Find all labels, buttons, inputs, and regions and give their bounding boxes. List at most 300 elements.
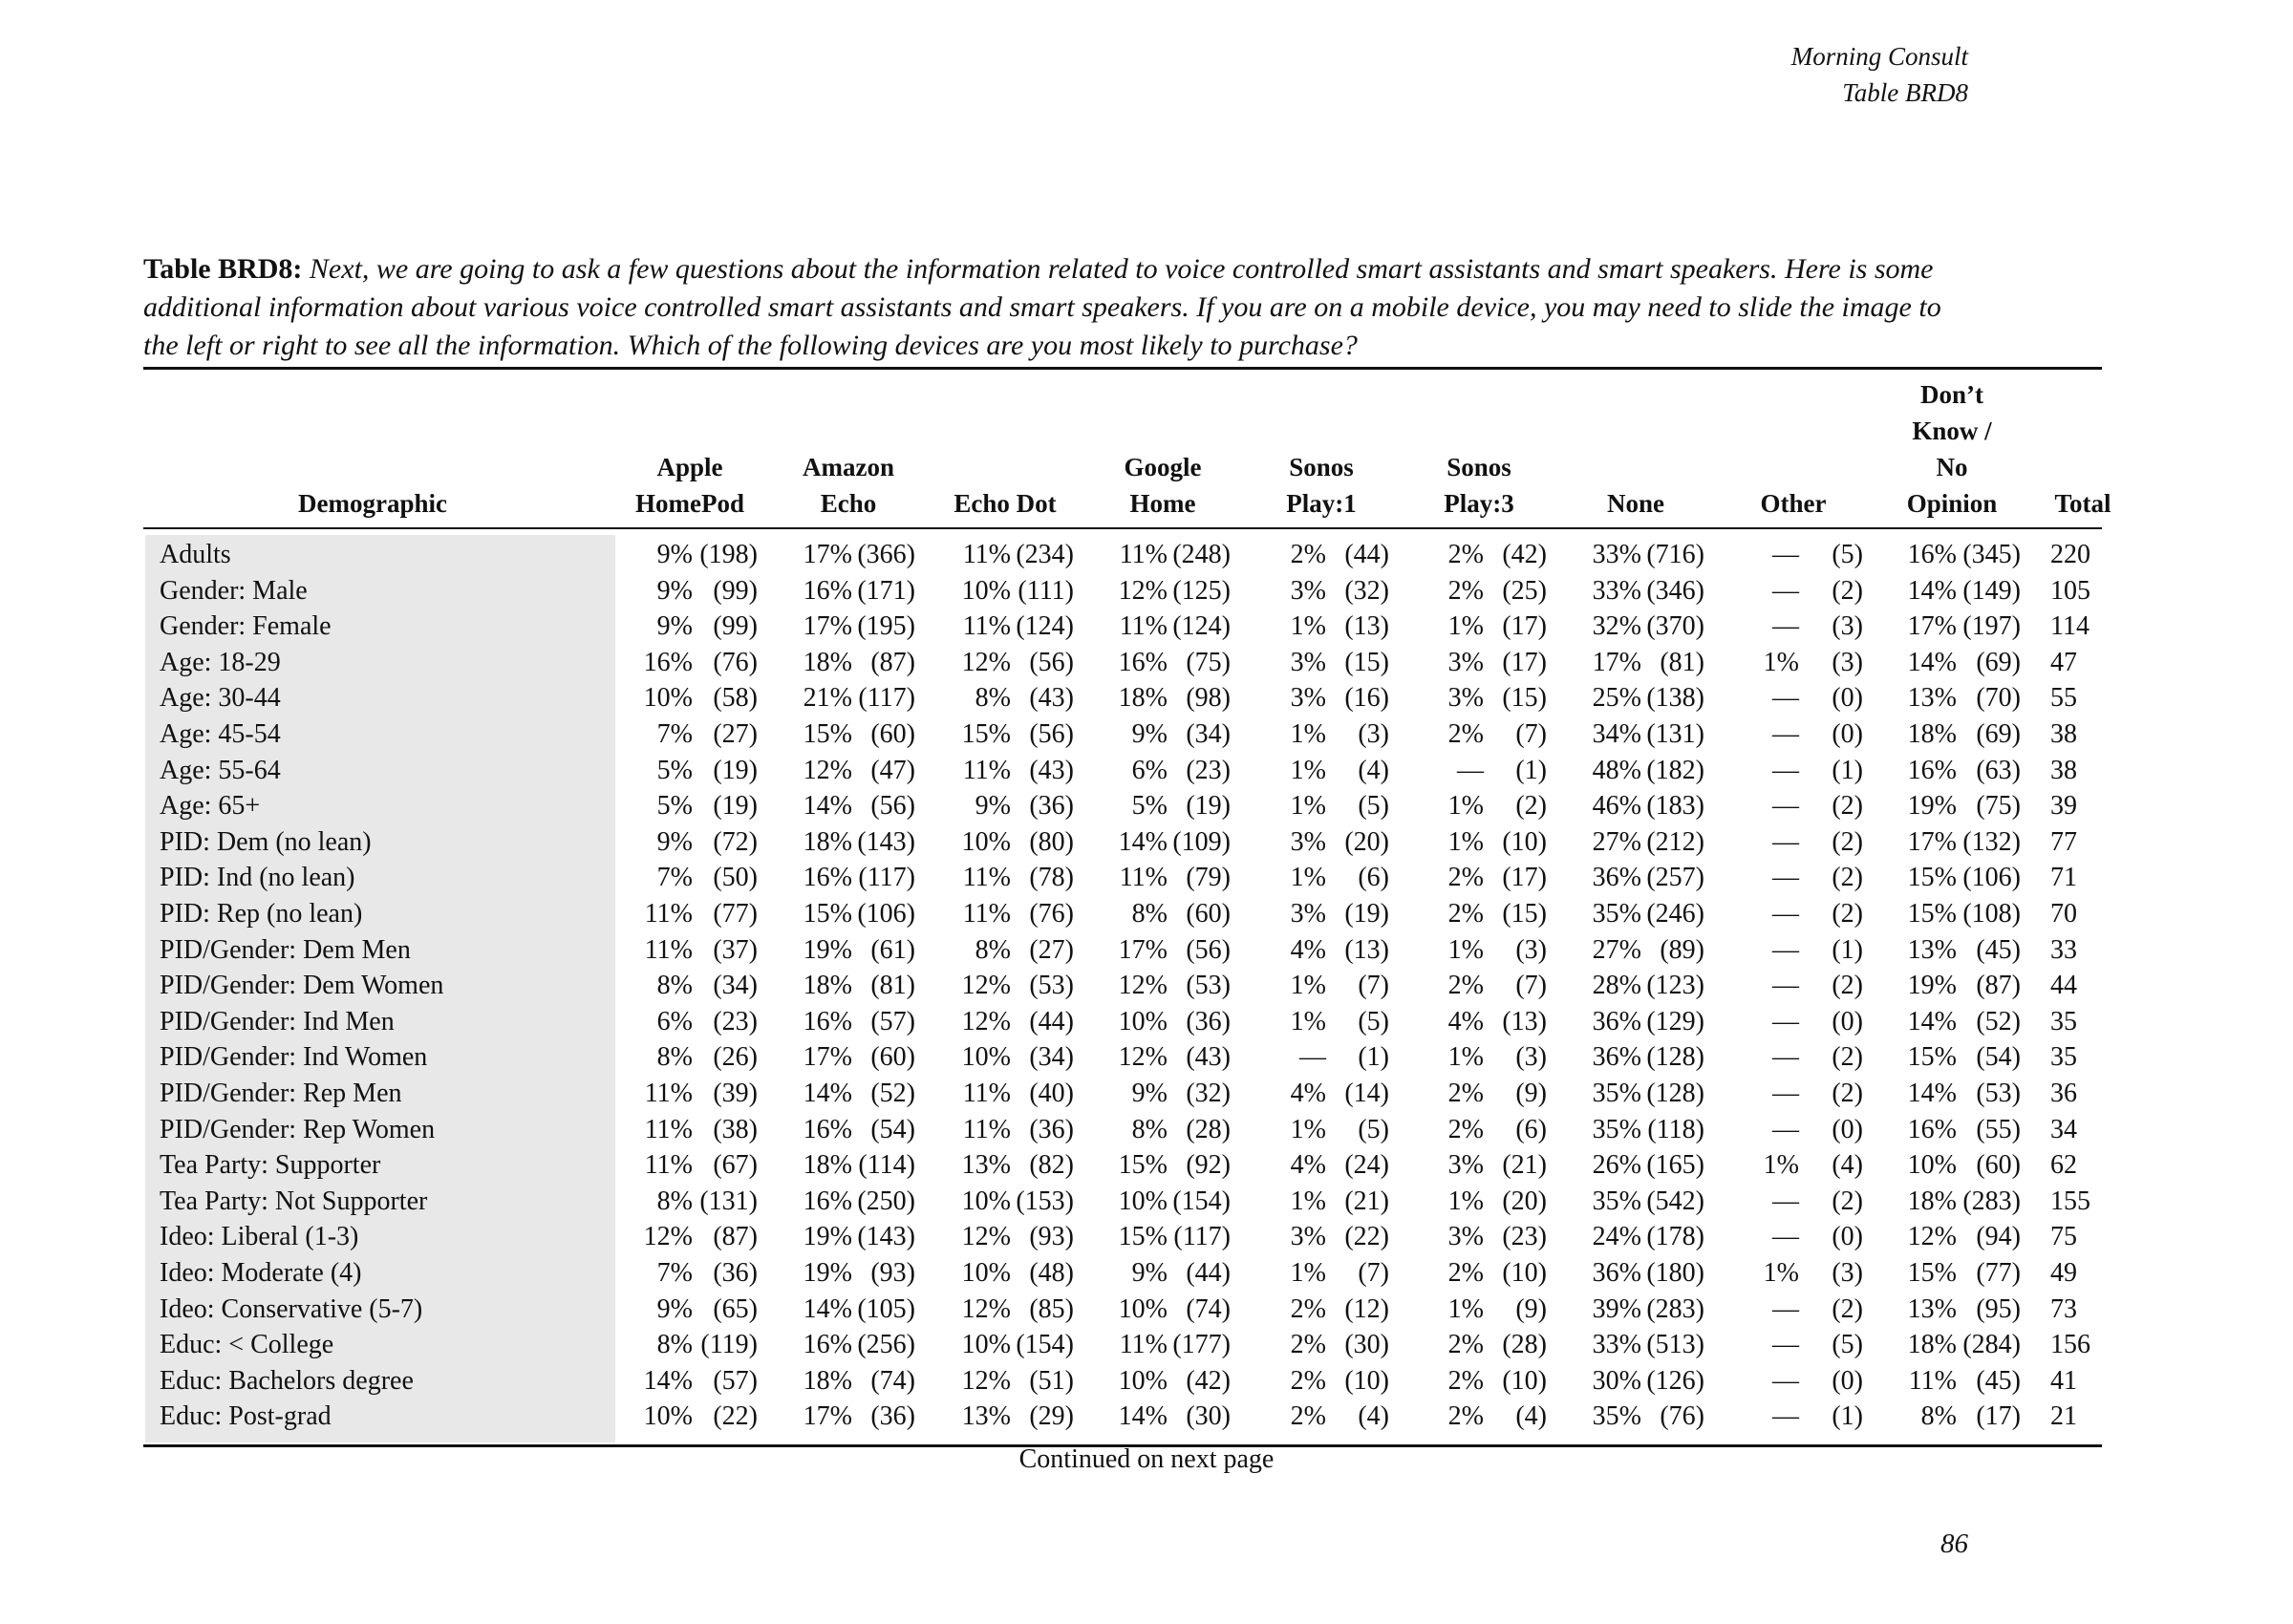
cell-percent: 3%	[1290, 647, 1326, 677]
cell-percent: 2%	[1447, 1401, 1484, 1432]
cell-percent: 48%	[1592, 755, 1641, 785]
cell-count: (42)	[1186, 1365, 1231, 1396]
cell-count: (63)	[1976, 755, 2021, 785]
cell-percent: 19%	[1907, 791, 1957, 822]
cell-percent: 1%	[1290, 1114, 1326, 1144]
cell-percent: 14%	[1118, 1401, 1168, 1432]
cell-count: (69)	[1976, 719, 2021, 749]
cell-count: (20)	[1502, 1186, 1547, 1216]
cell-percent: 3%	[1290, 899, 1326, 929]
cell-percent: 11%	[644, 1150, 693, 1181]
cell-count: (26)	[713, 1042, 758, 1073]
table-row	[0, 645, 2102, 681]
cell-percent: 12%	[961, 1365, 1011, 1396]
cell-percent: 10%	[1118, 1006, 1168, 1036]
cell-total: 156	[2050, 1330, 2090, 1360]
cell-total: 33	[2050, 934, 2077, 965]
cell-count: (256)	[857, 1330, 915, 1360]
table-row	[0, 932, 2102, 969]
cell-count: (3)	[1515, 934, 1547, 965]
cell-percent: 11%	[644, 1079, 693, 1108]
cell-count: (180)	[1646, 1258, 1704, 1288]
cell-total: 36	[2050, 1079, 2077, 1108]
cell-count: (75)	[1186, 647, 1231, 677]
row-demographic: PID/Gender: Dem Women	[160, 971, 444, 1001]
cell-count: (132)	[1962, 826, 2021, 857]
cell-percent: 14%	[1907, 1079, 1957, 1108]
cell-percent: 6%	[656, 1006, 693, 1036]
cell-percent: 11%	[962, 863, 1011, 893]
cell-total: 38	[2050, 755, 2077, 785]
cell-percent: 10%	[961, 575, 1011, 606]
cell-percent: 10%	[961, 826, 1011, 857]
cell-count: (0)	[1832, 1114, 1863, 1144]
cell-percent: 16%	[803, 1330, 852, 1360]
cell-percent: 17%	[1118, 934, 1168, 965]
cell-percent: 11%	[962, 899, 1011, 929]
column-header-1: Apple HomePod	[635, 453, 744, 518]
cell-percent: 2%	[1447, 1330, 1484, 1360]
cell-percent: 33%	[1592, 575, 1641, 606]
cell-count: (1)	[1832, 1401, 1863, 1432]
cell-percent: 12%	[1907, 1222, 1957, 1252]
cell-count: (109)	[1172, 826, 1231, 857]
cell-count: (234)	[1016, 540, 1074, 569]
cell-count: (2)	[1832, 826, 1863, 857]
cell-count: (4)	[1358, 755, 1389, 785]
caption-label: Table BRD8:	[143, 253, 303, 285]
cell-count: (124)	[1172, 611, 1231, 642]
cell-percent: —	[1772, 755, 1799, 785]
cell-count: (89)	[1660, 934, 1704, 965]
cell-count: (81)	[870, 971, 915, 1001]
table-caption	[143, 250, 1978, 365]
cell-percent: 46%	[1592, 791, 1641, 822]
cell-percent: —	[1457, 755, 1484, 785]
cell-count: (117)	[858, 683, 915, 714]
cell-percent: 1%	[1290, 1258, 1326, 1288]
cell-percent: 3%	[1290, 575, 1326, 606]
cell-percent: 15%	[1907, 863, 1957, 893]
cell-percent: 9%	[656, 1293, 693, 1324]
cell-total: 44	[2050, 971, 2077, 1001]
cell-count: (2)	[1832, 791, 1863, 822]
cell-percent: 1%	[1447, 1293, 1484, 1324]
cell-percent: 8%	[975, 683, 1011, 714]
cell-percent: 11%	[1119, 863, 1168, 893]
cell-count: (52)	[870, 1079, 915, 1108]
cell-count: (67)	[713, 1150, 758, 1181]
cell-percent: 30%	[1592, 1365, 1641, 1396]
cell-count: (36)	[1186, 1006, 1231, 1036]
cell-percent: —	[1772, 791, 1799, 822]
cell-count: (10)	[1344, 1365, 1389, 1396]
cell-count: (58)	[713, 683, 758, 714]
table-row	[0, 1184, 2102, 1220]
table-row	[0, 1219, 2102, 1255]
cell-count: (716)	[1646, 540, 1704, 569]
cell-count: (123)	[1646, 971, 1704, 1001]
header-table-id: Table BRD8	[1842, 78, 1968, 107]
cell-percent: 2%	[1447, 971, 1484, 1001]
cell-count: (1)	[1832, 934, 1863, 965]
column-header-7: None	[1607, 489, 1664, 518]
cell-percent: 11%	[962, 540, 1011, 569]
cell-count: (2)	[1832, 1293, 1863, 1324]
cell-count: (1)	[1358, 1042, 1389, 1073]
column-header-5: Sonos Play:1	[1286, 453, 1357, 518]
cell-percent: 1%	[1290, 611, 1326, 642]
cell-percent: 18%	[803, 971, 852, 1001]
cell-percent: 13%	[1907, 1293, 1957, 1324]
cell-percent: 4%	[1290, 934, 1326, 965]
cell-percent: 11%	[1119, 1330, 1168, 1360]
cell-percent: 2%	[1290, 1330, 1326, 1360]
cell-percent: 9%	[975, 791, 1011, 822]
cell-count: (195)	[857, 611, 915, 642]
cell-percent: 10%	[1118, 1293, 1168, 1324]
cell-percent: 8%	[1131, 899, 1168, 929]
cell-count: (76)	[1660, 1401, 1704, 1432]
cell-percent: 19%	[803, 1222, 852, 1252]
cell-percent: 35%	[1592, 1114, 1641, 1144]
cell-count: (30)	[1344, 1330, 1389, 1360]
cell-percent: 3%	[1447, 647, 1484, 677]
cell-percent: 8%	[975, 934, 1011, 965]
cell-total: 62	[2050, 1150, 2077, 1181]
caption-text: Next, we are going to ask a few questions about the information related to voice controlled smart assistants and smart speakers. Here is some additional information about various voice controlled smart assistants and smart speakers. If you are on a mobile device, you may need to slide the image to the left or right to see all the information. Which of the following devices are you most likely to purchase?	[143, 253, 1941, 361]
cell-percent: 26%	[1592, 1150, 1641, 1181]
cell-count: (0)	[1832, 1365, 1863, 1396]
table-row	[0, 896, 2102, 932]
table-row	[0, 1399, 2102, 1435]
cell-count: (2)	[1832, 575, 1863, 606]
cell-percent: —	[1772, 540, 1799, 569]
cell-percent: 7%	[656, 863, 693, 893]
cell-percent: 17%	[803, 1401, 852, 1432]
cell-percent: 21%	[803, 683, 852, 714]
cell-count: (61)	[870, 934, 915, 965]
cell-count: (60)	[870, 719, 915, 749]
cell-count: (36)	[870, 1401, 915, 1432]
cell-count: (153)	[1016, 1186, 1074, 1216]
cell-percent: 17%	[803, 1042, 852, 1073]
cell-count: (81)	[1660, 647, 1704, 677]
cell-percent: 12%	[961, 1006, 1011, 1036]
cell-percent: 15%	[1907, 1258, 1957, 1288]
cell-total: 41	[2050, 1365, 2077, 1396]
cell-count: (154)	[1172, 1186, 1231, 1216]
cell-percent: 1%	[1447, 791, 1484, 822]
cell-percent: 2%	[1290, 1293, 1326, 1324]
row-demographic: Age: 18-29	[160, 647, 281, 677]
cell-percent: 7%	[656, 719, 693, 749]
cell-percent: 18%	[1907, 1330, 1957, 1360]
cell-count: (20)	[1344, 826, 1389, 857]
cell-count: (17)	[1502, 863, 1547, 893]
cell-percent: 36%	[1592, 1042, 1641, 1073]
cell-percent: 13%	[1907, 683, 1957, 714]
cell-percent: —	[1772, 1401, 1799, 1432]
cell-count: (4)	[1515, 1401, 1547, 1432]
table-row	[0, 860, 2102, 896]
cell-count: (345)	[1962, 540, 2021, 569]
running-header	[1791, 38, 1968, 111]
cell-count: (3)	[1832, 1258, 1863, 1288]
cell-percent: —	[1772, 683, 1799, 714]
cell-percent: 11%	[644, 899, 693, 929]
cell-percent: 3%	[1290, 683, 1326, 714]
cell-count: (15)	[1502, 899, 1547, 929]
cell-percent: 9%	[1131, 1079, 1168, 1108]
row-demographic: Age: 55-64	[160, 755, 281, 785]
cell-count: (99)	[713, 575, 758, 606]
cell-percent: 33%	[1592, 540, 1641, 569]
cell-count: (3)	[1832, 647, 1863, 677]
cell-total: 220	[2050, 540, 2090, 569]
cell-percent: 27%	[1592, 934, 1641, 965]
cell-percent: 1%	[1290, 863, 1326, 893]
cell-percent: 2%	[1290, 540, 1326, 569]
cell-percent: 4%	[1290, 1079, 1326, 1108]
cell-count: (44)	[1029, 1006, 1074, 1036]
cell-percent: —	[1772, 826, 1799, 857]
cell-percent: 18%	[803, 1365, 852, 1396]
cell-count: (7)	[1515, 719, 1547, 749]
cell-count: (6)	[1358, 863, 1389, 893]
cell-count: (78)	[1029, 863, 1074, 893]
cell-percent: 10%	[961, 1330, 1011, 1360]
cell-count: (44)	[1344, 540, 1389, 569]
cell-percent: —	[1772, 1365, 1799, 1396]
cell-percent: 14%	[1907, 1006, 1957, 1036]
cell-count: (6)	[1515, 1114, 1547, 1144]
cell-count: (28)	[1502, 1330, 1547, 1360]
header-org: Morning Consult	[1790, 42, 1968, 71]
cell-percent: 12%	[961, 1222, 1011, 1252]
cell-percent: —	[1772, 1330, 1799, 1360]
cell-count: (79)	[1186, 863, 1231, 893]
column-header-6: Sonos Play:3	[1444, 453, 1514, 518]
cell-count: (29)	[1029, 1401, 1074, 1432]
cell-count: (3)	[1832, 611, 1863, 642]
cell-percent: 13%	[1907, 934, 1957, 965]
cell-count: (118)	[1647, 1114, 1704, 1144]
cell-count: (25)	[1502, 575, 1547, 606]
cell-percent: 16%	[1118, 647, 1168, 677]
cell-percent: 11%	[962, 1079, 1011, 1108]
cell-count: (43)	[1029, 755, 1074, 785]
cell-count: (56)	[1029, 719, 1074, 749]
cell-count: (7)	[1358, 1258, 1389, 1288]
row-demographic: Ideo: Liberal (1-3)	[160, 1222, 359, 1252]
cell-percent: 8%	[1920, 1401, 1957, 1432]
cell-percent: 12%	[1118, 1042, 1168, 1073]
cell-count: (370)	[1646, 611, 1704, 642]
cell-percent: 8%	[656, 1330, 693, 1360]
row-demographic: PID: Ind (no lean)	[160, 863, 355, 893]
cell-count: (36)	[1029, 791, 1074, 822]
cell-count: (15)	[1502, 683, 1547, 714]
row-demographic: Tea Party: Supporter	[160, 1150, 381, 1181]
cell-count: (117)	[858, 863, 915, 893]
cell-count: (198)	[699, 540, 758, 569]
cell-count: (34)	[1029, 1042, 1074, 1073]
cell-percent: 2%	[1447, 1114, 1484, 1144]
cell-count: (50)	[713, 863, 758, 893]
cell-percent: 8%	[656, 1042, 693, 1073]
cell-count: (2)	[1832, 863, 1863, 893]
cell-percent: 6%	[1131, 755, 1168, 785]
cell-percent: 16%	[1907, 1114, 1957, 1144]
cell-percent: 4%	[1447, 1006, 1484, 1036]
cell-percent: 2%	[1447, 575, 1484, 606]
cell-count: (51)	[1029, 1365, 1074, 1396]
cell-count: (53)	[1029, 971, 1074, 1001]
cell-count: (87)	[870, 647, 915, 677]
cell-count: (82)	[1029, 1150, 1074, 1181]
cell-percent: 13%	[961, 1150, 1011, 1181]
cell-count: (143)	[857, 1222, 915, 1252]
cell-count: (93)	[870, 1258, 915, 1288]
cell-percent: 14%	[1907, 575, 1957, 606]
cell-count: (125)	[1172, 575, 1231, 606]
cell-count: (43)	[1186, 1042, 1231, 1073]
cell-total: 155	[2050, 1186, 2090, 1216]
cell-percent: —	[1772, 1293, 1799, 1324]
cell-count: (24)	[1344, 1150, 1389, 1181]
column-header-3: Echo Dot	[954, 489, 1057, 518]
cell-count: (54)	[870, 1114, 915, 1144]
cell-percent: 11%	[1908, 1365, 1957, 1396]
cell-percent: 35%	[1592, 899, 1641, 929]
cell-total: 75	[2050, 1222, 2077, 1252]
cell-percent: 15%	[803, 719, 852, 749]
table-row	[0, 680, 2102, 716]
cell-percent: 19%	[803, 934, 852, 965]
cell-count: (248)	[1172, 540, 1231, 569]
table-row	[0, 573, 2102, 609]
cell-count: (19)	[713, 755, 758, 785]
cell-count: (149)	[1962, 575, 2021, 606]
cell-count: (0)	[1832, 719, 1863, 749]
cell-count: (21)	[1344, 1186, 1389, 1216]
table-row	[0, 537, 2102, 573]
cell-percent: 1%	[1447, 826, 1484, 857]
cell-percent: 16%	[803, 1186, 852, 1216]
cell-percent: 8%	[656, 1186, 693, 1216]
cell-count: (93)	[1029, 1222, 1074, 1252]
cell-total: 39	[2050, 791, 2077, 822]
cell-count: (17)	[1976, 1401, 2021, 1432]
cell-count: (32)	[1344, 575, 1389, 606]
cell-percent: 33%	[1592, 1330, 1641, 1360]
cell-count: (513)	[1646, 1330, 1704, 1360]
top-rule	[143, 367, 2102, 370]
row-demographic: Ideo: Conservative (5-7)	[160, 1293, 423, 1324]
cell-percent: 14%	[1118, 826, 1168, 857]
cell-count: (65)	[713, 1293, 758, 1324]
cell-count: (42)	[1502, 540, 1547, 569]
cell-percent: 9%	[1131, 1258, 1168, 1288]
cell-total: 49	[2050, 1258, 2077, 1288]
row-demographic: Age: 45-54	[160, 719, 281, 749]
cell-count: (60)	[1186, 899, 1231, 929]
cell-count: (1)	[1832, 755, 1863, 785]
cell-percent: 18%	[1907, 1186, 1957, 1216]
cell-count: (108)	[1962, 899, 2021, 929]
cell-percent: 10%	[961, 1258, 1011, 1288]
cell-count: (37)	[713, 934, 758, 965]
cell-percent: 10%	[643, 683, 693, 714]
cell-count: (5)	[1832, 540, 1863, 569]
cell-count: (5)	[1358, 1006, 1389, 1036]
cell-count: (13)	[1344, 611, 1389, 642]
cell-percent: —	[1772, 1079, 1799, 1108]
cell-count: (138)	[1646, 683, 1704, 714]
table-row	[0, 788, 2102, 824]
cell-percent: —	[1772, 934, 1799, 965]
row-demographic: Tea Party: Not Supporter	[160, 1186, 428, 1216]
cell-percent: 2%	[1447, 719, 1484, 749]
cell-count: (2)	[1832, 899, 1863, 929]
cell-percent: 17%	[1592, 647, 1641, 677]
cell-percent: 24%	[1592, 1222, 1641, 1252]
cell-percent: 25%	[1592, 683, 1641, 714]
table-row	[0, 1327, 2102, 1363]
cell-count: (75)	[1976, 791, 2021, 822]
cell-total: 77	[2050, 826, 2077, 857]
cell-percent: 5%	[656, 755, 693, 785]
column-header-9: Don’t Know / No Opinion	[1906, 380, 1998, 518]
table-row	[0, 1112, 2102, 1148]
cell-percent: 14%	[803, 791, 852, 822]
row-demographic: Educ: Post-grad	[160, 1401, 332, 1432]
cell-count: (48)	[1029, 1258, 1074, 1288]
cell-percent: 32%	[1592, 611, 1641, 642]
row-demographic: PID/Gender: Rep Men	[160, 1079, 402, 1108]
table-row	[0, 1076, 2102, 1112]
cell-count: (7)	[1358, 971, 1389, 1001]
cell-count: (131)	[699, 1186, 758, 1216]
row-demographic: PID: Dem (no lean)	[160, 826, 372, 857]
cell-count: (19)	[1344, 899, 1389, 929]
cell-percent: 12%	[961, 647, 1011, 677]
cell-count: (45)	[1976, 1365, 2021, 1396]
cell-percent: 10%	[961, 1186, 1011, 1216]
cell-count: (76)	[1029, 899, 1074, 929]
cell-count: (346)	[1646, 575, 1704, 606]
cell-count: (5)	[1358, 1114, 1389, 1144]
cell-percent: 11%	[962, 755, 1011, 785]
cell-count: (60)	[1976, 1150, 2021, 1181]
cell-percent: 1%	[1763, 647, 1799, 677]
table-row	[0, 1039, 2102, 1076]
table-row	[0, 753, 2102, 789]
cell-count: (13)	[1344, 934, 1389, 965]
cell-percent: 14%	[1907, 647, 1957, 677]
cell-count: (53)	[1186, 971, 1231, 1001]
cell-percent: 11%	[1119, 611, 1168, 642]
cell-count: (77)	[1976, 1258, 2021, 1288]
cell-count: (34)	[713, 971, 758, 1001]
cell-count: (131)	[1646, 719, 1704, 749]
cell-percent: 17%	[803, 611, 852, 642]
cell-count: (22)	[713, 1401, 758, 1432]
table-row	[0, 1004, 2102, 1040]
cell-percent: 13%	[961, 1401, 1011, 1432]
table-row	[0, 824, 2102, 861]
